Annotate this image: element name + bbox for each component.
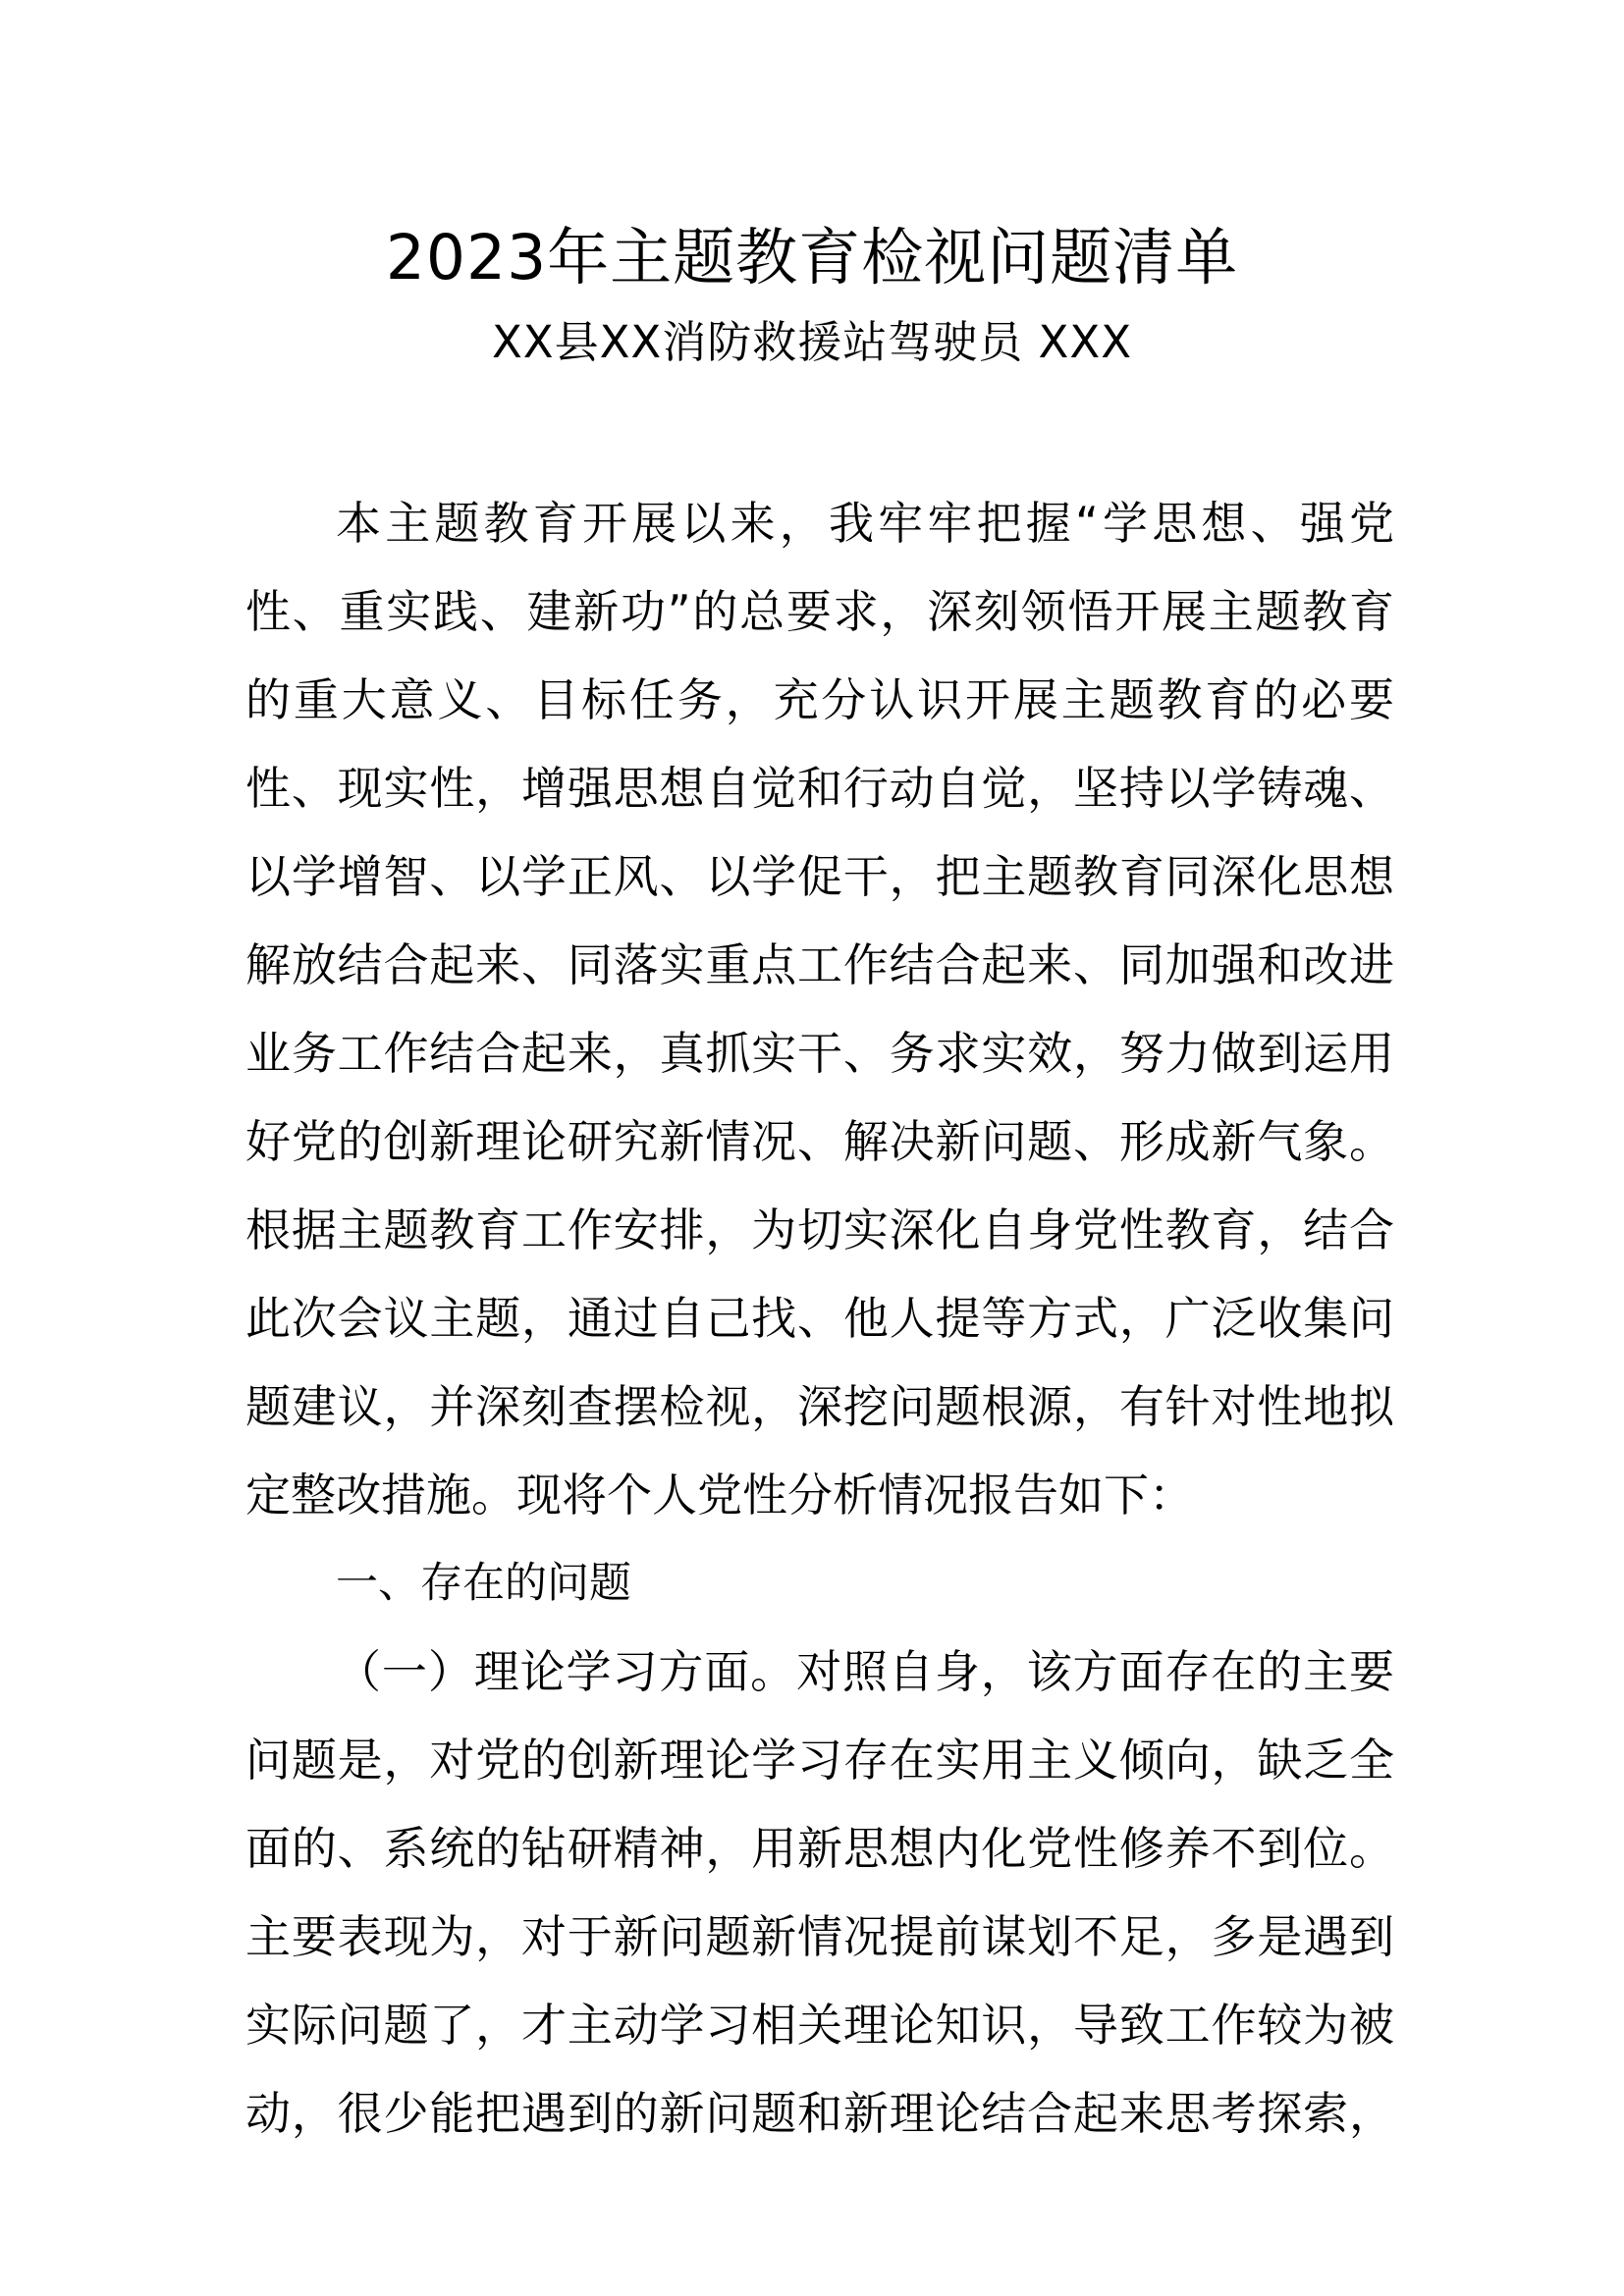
- document-subtitle: XX县XX消防救援站驾驶员 XXX: [491, 316, 1133, 368]
- paragraph-line: 的重大意义、目标任务，充分认识开展主题教育的必要: [245, 673, 1394, 726]
- paragraph-line: 根据主题教育工作安排，为切实深化自身党性教育，结合: [245, 1203, 1394, 1256]
- paragraph-line: 题建议，并深刻查摆检视，深挖问题根源，有针对性地拟: [245, 1380, 1394, 1433]
- paragraph-line: 定整改措施。现将个人党性分析情况报告如下：: [245, 1468, 1194, 1522]
- paragraph-line: 实际问题了，才主动学习相关理论知识，导致工作较为被: [245, 1999, 1394, 2052]
- paragraph-line: 性、现实性，增强思想自觉和行动自觉，坚持以学铸魂、: [245, 762, 1394, 815]
- paragraph-line: 问题是，对党的创新理论学习存在实用主义倾向，缺乏全: [245, 1734, 1394, 1787]
- paragraph-line: 以学增智、以学正风、以学促干，把主题教育同深化思想: [245, 850, 1394, 903]
- paragraph-line: 本主题教育开展以来，我牢牢把握“学思想、强党: [336, 497, 1394, 550]
- paragraph-line: 动，很少能把遇到的新问题和新理论结合起来思考探索，: [245, 2087, 1394, 2140]
- document-body: [245, 479, 1394, 2158]
- paragraph-line: 性、重实践、建新功”的总要求，深刻领悟开展主题教育: [245, 585, 1394, 638]
- paragraph-line: 业务工作结合起来，真抓实干、务求实效，努力做到运用: [245, 1027, 1394, 1080]
- paragraph-line: （一）理论学习方面。对照自身，该方面存在的主要: [336, 1645, 1394, 1698]
- paragraph-line: 此次会议主题，通过自己找、他人提等方式，广泛收集问: [245, 1292, 1394, 1345]
- paragraph-line: 主要表现为，对于新问题新情况提前谋划不足，多是遇到: [245, 1910, 1394, 1963]
- document-title: 2023年主题教育检视问题清单: [385, 222, 1239, 294]
- paragraph-line: 好党的创新理论研究新情况、解决新问题、形成新气象。: [245, 1115, 1394, 1168]
- paragraph-line: 面的、系统的钻研精神，用新思想内化党性修养不到位。: [245, 1822, 1394, 1875]
- section-heading: 一、存在的问题: [336, 1559, 631, 1608]
- paragraph-line: 解放结合起来、同落实重点工作结合起来、同加强和改进: [245, 938, 1394, 991]
